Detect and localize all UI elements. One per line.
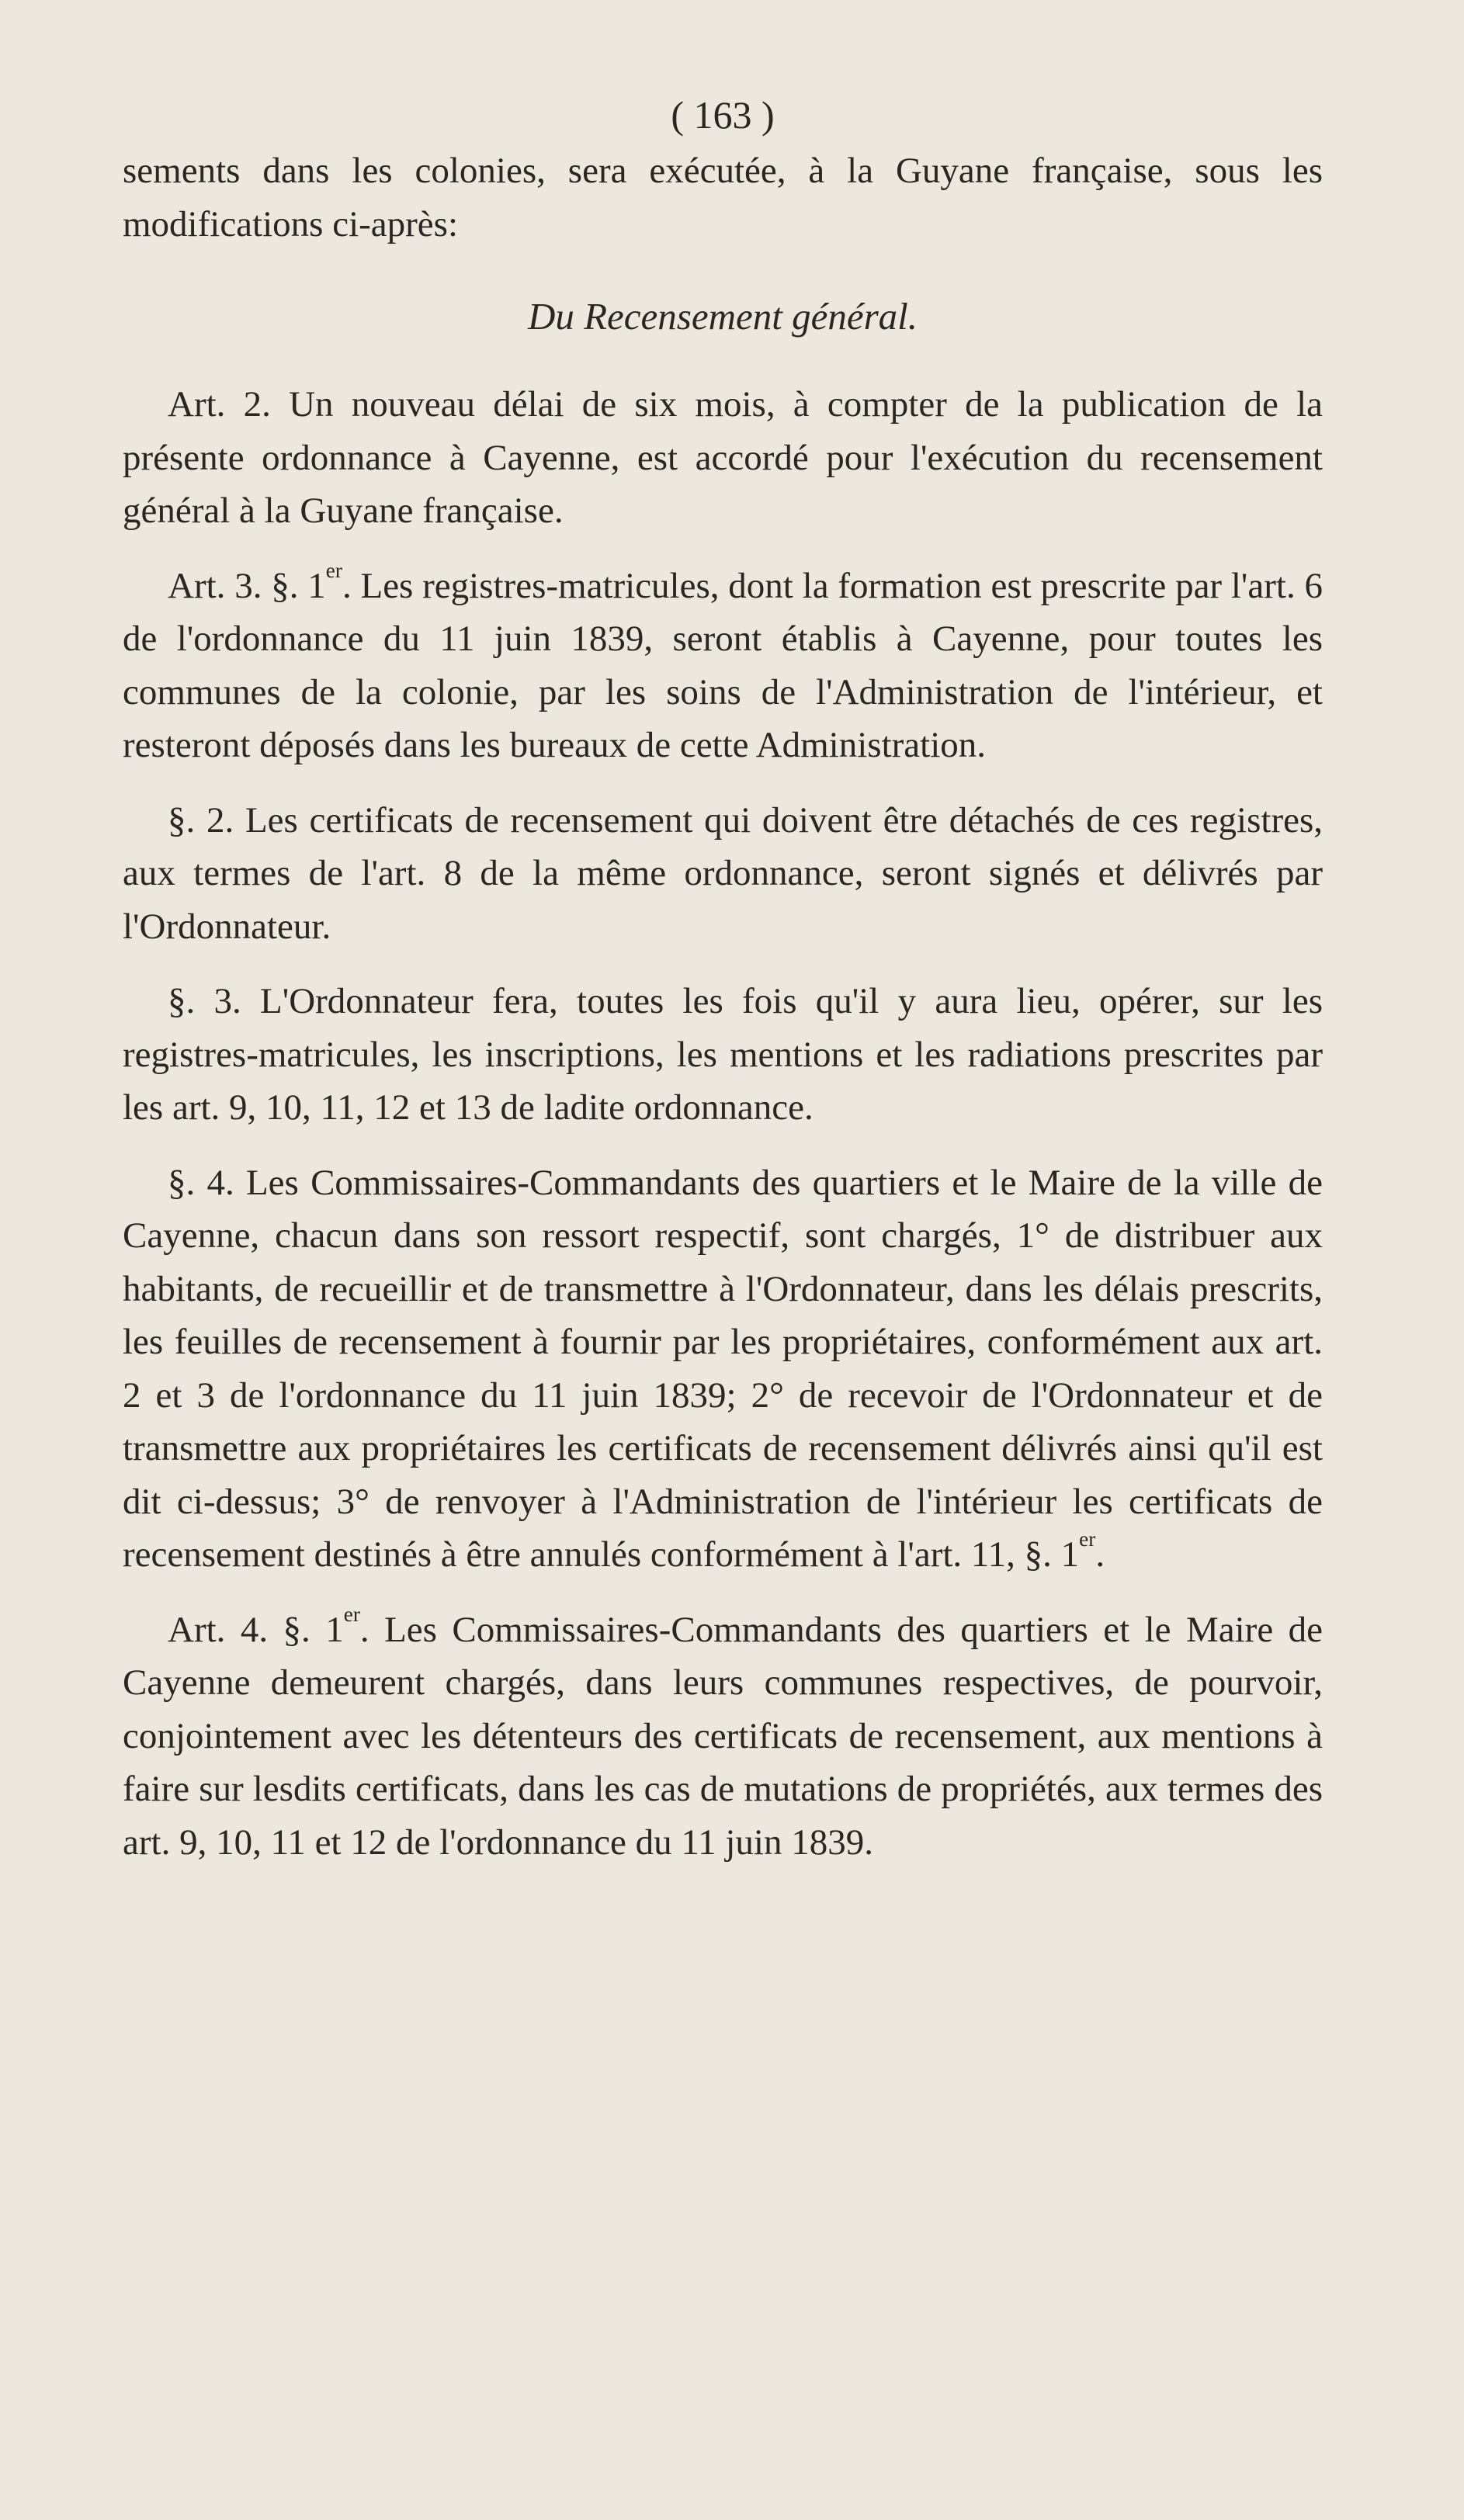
paragraph-text: Les Commissaires-Commandants des quartiers et le Maire de la ville de Cayenne, chacun dans son ressort respectif, sont chargés, 1° de distribuer aux habitants, de recueillir et de transmettre à l'Ordonnateur, dans les délais prescrits, les feuilles de recensement à fournir par les propriétaires, conformément aux art. 2 et 3 de l'ordonnance du 11 juin 1839; 2° de recevoir de l'Ordonnateur et de transmettre aux propriétaires les certificats de recensement délivrés ainsi qu'il est dit ci-dessus; 3° de renvoyer à l'Administration de l'intérieur les certificats de recensement destinés à être annulés conformément à l'art. 11, §. 1 bbox=[123, 1162, 1323, 1575]
paragraph-art-4-1 bbox=[123, 1603, 1323, 1870]
intro-paragraph: sements dans les colonies, sera exécutée, à la Guyane française, sous les modifications ci-après: bbox=[123, 151, 1323, 244]
paragraph-art-3-4 bbox=[123, 1156, 1323, 1582]
superscript: er bbox=[1079, 1527, 1096, 1551]
paragraph-prefix: §. 4. bbox=[168, 1162, 234, 1203]
paragraph-prefix: Art. 2. bbox=[168, 384, 271, 425]
superscript: er bbox=[325, 558, 342, 582]
superscript: er bbox=[343, 1602, 360, 1626]
paragraph-art-3-1 bbox=[123, 560, 1323, 772]
paragraph-suffix: . bbox=[1095, 1534, 1105, 1575]
paragraph-text: L'Ordonnateur fera, toutes les fois qu'il y aura lieu, opérer, sur les registres-matricules, les inscriptions, les mentions et les radiations prescrites par les art. 9, 10, 11, 12 et 13 de ladite ordonnance. bbox=[123, 981, 1323, 1128]
paragraph-art-3-2 bbox=[123, 794, 1323, 954]
paragraph-text: . Les registres-matricules, dont la formation est prescrite par l'art. 6 de l'ordonnance du 11 juin 1839, seront établis à Cayenne, pour toutes les communes de la colonie, par les soins de l'Administration de l'intérieur, et resteront déposés dans les bureaux de cette Administration. bbox=[123, 565, 1323, 765]
paragraph-prefix: Art. 4. §. 1 bbox=[168, 1609, 344, 1650]
paragraph-text: . Les Commissaires-Commandants des quartiers et le Maire de Cayenne demeurent chargés, dans leurs communes respectives, de pourvoir, conjointement avec les détenteurs des certificats de recensement, aux mentions à faire sur lesdits certificats, dans les cas de mutations de propriétés, aux termes des art. 9, 10, 11 et 12 de l'ordonnance du 11 juin 1839. bbox=[123, 1609, 1323, 1863]
paragraph-text: Les certificats de recensement qui doivent être détachés de ces registres, aux termes de l'art. 8 de la même ordonnance, seront signés et délivrés par l'Ordonnateur. bbox=[123, 799, 1323, 947]
paragraph-prefix: §. 3. bbox=[168, 981, 241, 1021]
page-number: ( 163 ) bbox=[671, 93, 775, 137]
paragraph-art-3-3 bbox=[123, 975, 1323, 1135]
paragraph-text: Un nouveau délai de six mois, à compter de la publication de la présente ordonnance à Cayenne, est accordé pour l'exécution du recensement général à la Guyane française. bbox=[123, 384, 1323, 531]
paragraph-prefix: Art. 3. §. 1 bbox=[168, 565, 326, 606]
section-heading: Du Recensement général. bbox=[527, 295, 918, 338]
paragraph-prefix: §. 2. bbox=[168, 799, 234, 841]
paragraph-art-2 bbox=[123, 378, 1323, 538]
